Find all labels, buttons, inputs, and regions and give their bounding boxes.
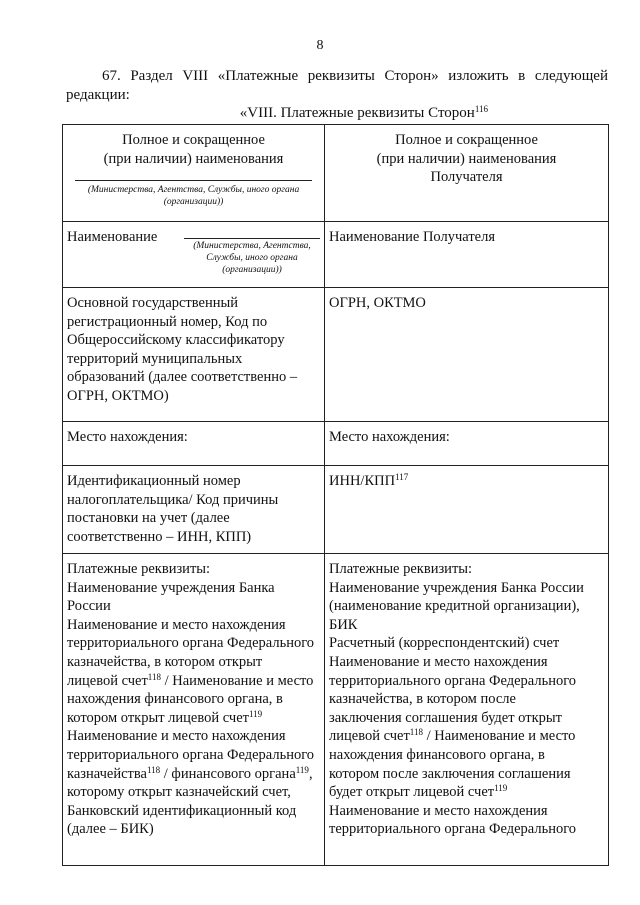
line-text: / Наименование и место bbox=[160, 672, 314, 689]
line-text: территориального органа Федерального bbox=[67, 746, 315, 763]
cell-line bbox=[67, 709, 320, 728]
header-left-note bbox=[67, 184, 320, 208]
footnote-ref: 118 bbox=[146, 764, 161, 775]
table-header-row bbox=[63, 125, 609, 222]
cell-line: Общероссийскому классификатору bbox=[67, 332, 285, 349]
fill-in-line bbox=[75, 180, 312, 181]
cell-line: ОГРН, ОКТМО) bbox=[67, 387, 169, 404]
inn-left-cell bbox=[63, 466, 325, 554]
inn-kpp-text: ИНН/КПП bbox=[329, 473, 396, 489]
line-text: России bbox=[67, 598, 111, 615]
header-right-cell bbox=[325, 125, 609, 222]
line-text: Наименование учреждения Банка bbox=[67, 579, 275, 596]
line-text: лицевой счет bbox=[329, 728, 410, 745]
footnote-ref: 117 bbox=[395, 472, 409, 482]
line-text: будет открыт лицевой счет bbox=[329, 784, 495, 801]
line-text: Расчетный (корреспондентский) счет bbox=[329, 635, 560, 652]
cell-line bbox=[329, 746, 604, 765]
cell-line bbox=[67, 560, 320, 579]
line-text: территориального органа Федерального bbox=[329, 821, 577, 838]
footnote-ref: 118 bbox=[409, 727, 423, 738]
cell-line: Основной государственный bbox=[67, 295, 238, 311]
cell-line bbox=[67, 597, 320, 616]
ogrn-left-cell bbox=[63, 288, 325, 422]
cell-line bbox=[329, 634, 604, 653]
line-text: Наименование учреждения Банка России bbox=[329, 579, 584, 596]
cell-line bbox=[329, 579, 604, 598]
name-note bbox=[184, 240, 320, 276]
line-text: Наименование и место нахождения bbox=[329, 802, 548, 819]
cell-line bbox=[67, 690, 320, 709]
cell-line bbox=[329, 765, 604, 784]
page-number: 8 bbox=[316, 38, 324, 53]
cell-line bbox=[67, 653, 320, 672]
note-line: (Министерства, Агентства, bbox=[193, 241, 311, 251]
intro-paragraph bbox=[66, 67, 608, 105]
footnote-ref: 116 bbox=[474, 104, 488, 114]
cell-line bbox=[329, 560, 604, 579]
line-text: которому открыт казначейский счет, bbox=[67, 784, 291, 801]
location-right-cell: Место нахождения: bbox=[325, 422, 609, 466]
cell-line bbox=[67, 820, 320, 839]
table-row bbox=[63, 466, 609, 554]
line-text: Наименование и место нахождения bbox=[67, 728, 286, 745]
line-text: (далее – БИК) bbox=[67, 821, 154, 838]
line-text: заключения соглашения будет открыт bbox=[329, 709, 562, 726]
cell-line bbox=[329, 783, 604, 802]
table-row bbox=[63, 288, 609, 422]
cell-line bbox=[67, 802, 320, 821]
line-text: БИК bbox=[329, 616, 358, 633]
line-text: котором открыт лицевой счет bbox=[67, 709, 249, 726]
cell-line bbox=[67, 579, 320, 598]
cell-line bbox=[329, 672, 604, 691]
note-line: (Министерства, Агентства, Службы, иного органа bbox=[87, 185, 300, 196]
line-text: Банковский идентификационный код bbox=[67, 802, 297, 819]
line-text: / Наименование и место bbox=[422, 728, 576, 745]
footnote-ref: 119 bbox=[248, 708, 263, 719]
line-text: территориального органа Федерального bbox=[67, 635, 315, 652]
intro-line-2: редакции: bbox=[66, 87, 130, 103]
footnote-ref: 119 bbox=[494, 783, 508, 794]
section-title-text: «VIII. Платежные реквизиты Сторон bbox=[239, 105, 475, 121]
cell-line: налогоплательщика/ Код причины bbox=[67, 491, 279, 508]
line-text: , bbox=[308, 765, 313, 782]
header-right-line: Получателя bbox=[430, 169, 503, 186]
header-right-line: Полное и сокращенное bbox=[395, 132, 538, 148]
cell-line bbox=[67, 783, 320, 802]
line-text: казначейства, в котором открыт bbox=[67, 653, 263, 670]
cell-line bbox=[67, 672, 320, 691]
note-line: (организации)) bbox=[222, 265, 282, 275]
footnote-ref: 118 bbox=[147, 671, 161, 682]
line-text: Платежные реквизиты: bbox=[329, 561, 473, 577]
section-title bbox=[0, 105, 640, 122]
requisites-table bbox=[62, 124, 609, 866]
fill-in-line bbox=[184, 238, 320, 239]
note-line: Службы, иного органа bbox=[206, 253, 298, 263]
cell-line bbox=[329, 709, 604, 728]
header-right-line: (при наличии) наименования bbox=[376, 150, 557, 167]
table-row bbox=[63, 222, 609, 288]
name-right-cell: Наименование Получателя bbox=[325, 222, 609, 288]
cell-line: регистрационный номер, Код по bbox=[67, 313, 268, 330]
name-left-cell bbox=[63, 222, 325, 288]
cell-line bbox=[67, 727, 320, 746]
line-text: нахождения финансового органа, в bbox=[329, 746, 545, 763]
cell-line: постановки на учет (далее bbox=[67, 510, 230, 527]
cell-line bbox=[67, 634, 320, 653]
header-left-line: Полное и сокращенное bbox=[122, 132, 265, 148]
line-text: Платежные реквизиты: bbox=[67, 561, 211, 577]
cell-line: Идентификационный номер bbox=[67, 473, 241, 489]
line-text: казначейства bbox=[67, 765, 147, 782]
line-text: (наименование кредитной организации), bbox=[329, 598, 580, 615]
name-label: Наименование bbox=[67, 229, 158, 245]
cell-line bbox=[329, 597, 604, 616]
cell-line bbox=[329, 616, 604, 635]
header-left-cell bbox=[63, 125, 325, 222]
cell-line bbox=[67, 765, 320, 784]
cell-line bbox=[329, 653, 604, 672]
cell-line bbox=[67, 746, 320, 765]
line-text: нахождения финансового органа, в bbox=[67, 691, 283, 708]
cell-line bbox=[329, 820, 604, 839]
cell-line bbox=[67, 616, 320, 635]
line-text: / финансового органа bbox=[160, 765, 296, 782]
line-text: Наименование и место нахождения bbox=[67, 616, 286, 633]
footnote-ref: 119 bbox=[295, 764, 309, 775]
bank-left-cell bbox=[63, 554, 325, 866]
cell-line: образований (далее соответственно – bbox=[67, 369, 298, 386]
cell-line bbox=[329, 802, 604, 821]
line-text: территориального органа Федерального bbox=[329, 672, 577, 689]
line-text: лицевой счет bbox=[67, 672, 148, 689]
table-row bbox=[63, 422, 609, 466]
inn-right-cell bbox=[325, 466, 609, 554]
table-row bbox=[63, 554, 609, 866]
note-line: (организации)) bbox=[163, 197, 224, 208]
intro-line-1: 67. Раздел VIII «Платежные реквизиты Сторон» изложить в следующей bbox=[102, 68, 608, 84]
header-left-line: (при наличии) наименования bbox=[103, 150, 284, 167]
cell-line bbox=[329, 727, 604, 746]
location-left-cell: Место нахождения: bbox=[63, 422, 325, 466]
line-text: Наименование и место нахождения bbox=[329, 653, 548, 670]
cell-line: территорий муниципальных bbox=[67, 350, 243, 367]
ogrn-right-cell: ОГРН, ОКТМО bbox=[325, 288, 609, 422]
line-text: котором после заключения соглашения bbox=[329, 765, 571, 782]
cell-line bbox=[329, 690, 604, 709]
line-text: казначейства, в котором после bbox=[329, 691, 516, 708]
bank-right-cell bbox=[325, 554, 609, 866]
cell-line: соответственно – ИНН, КПП) bbox=[67, 528, 252, 545]
